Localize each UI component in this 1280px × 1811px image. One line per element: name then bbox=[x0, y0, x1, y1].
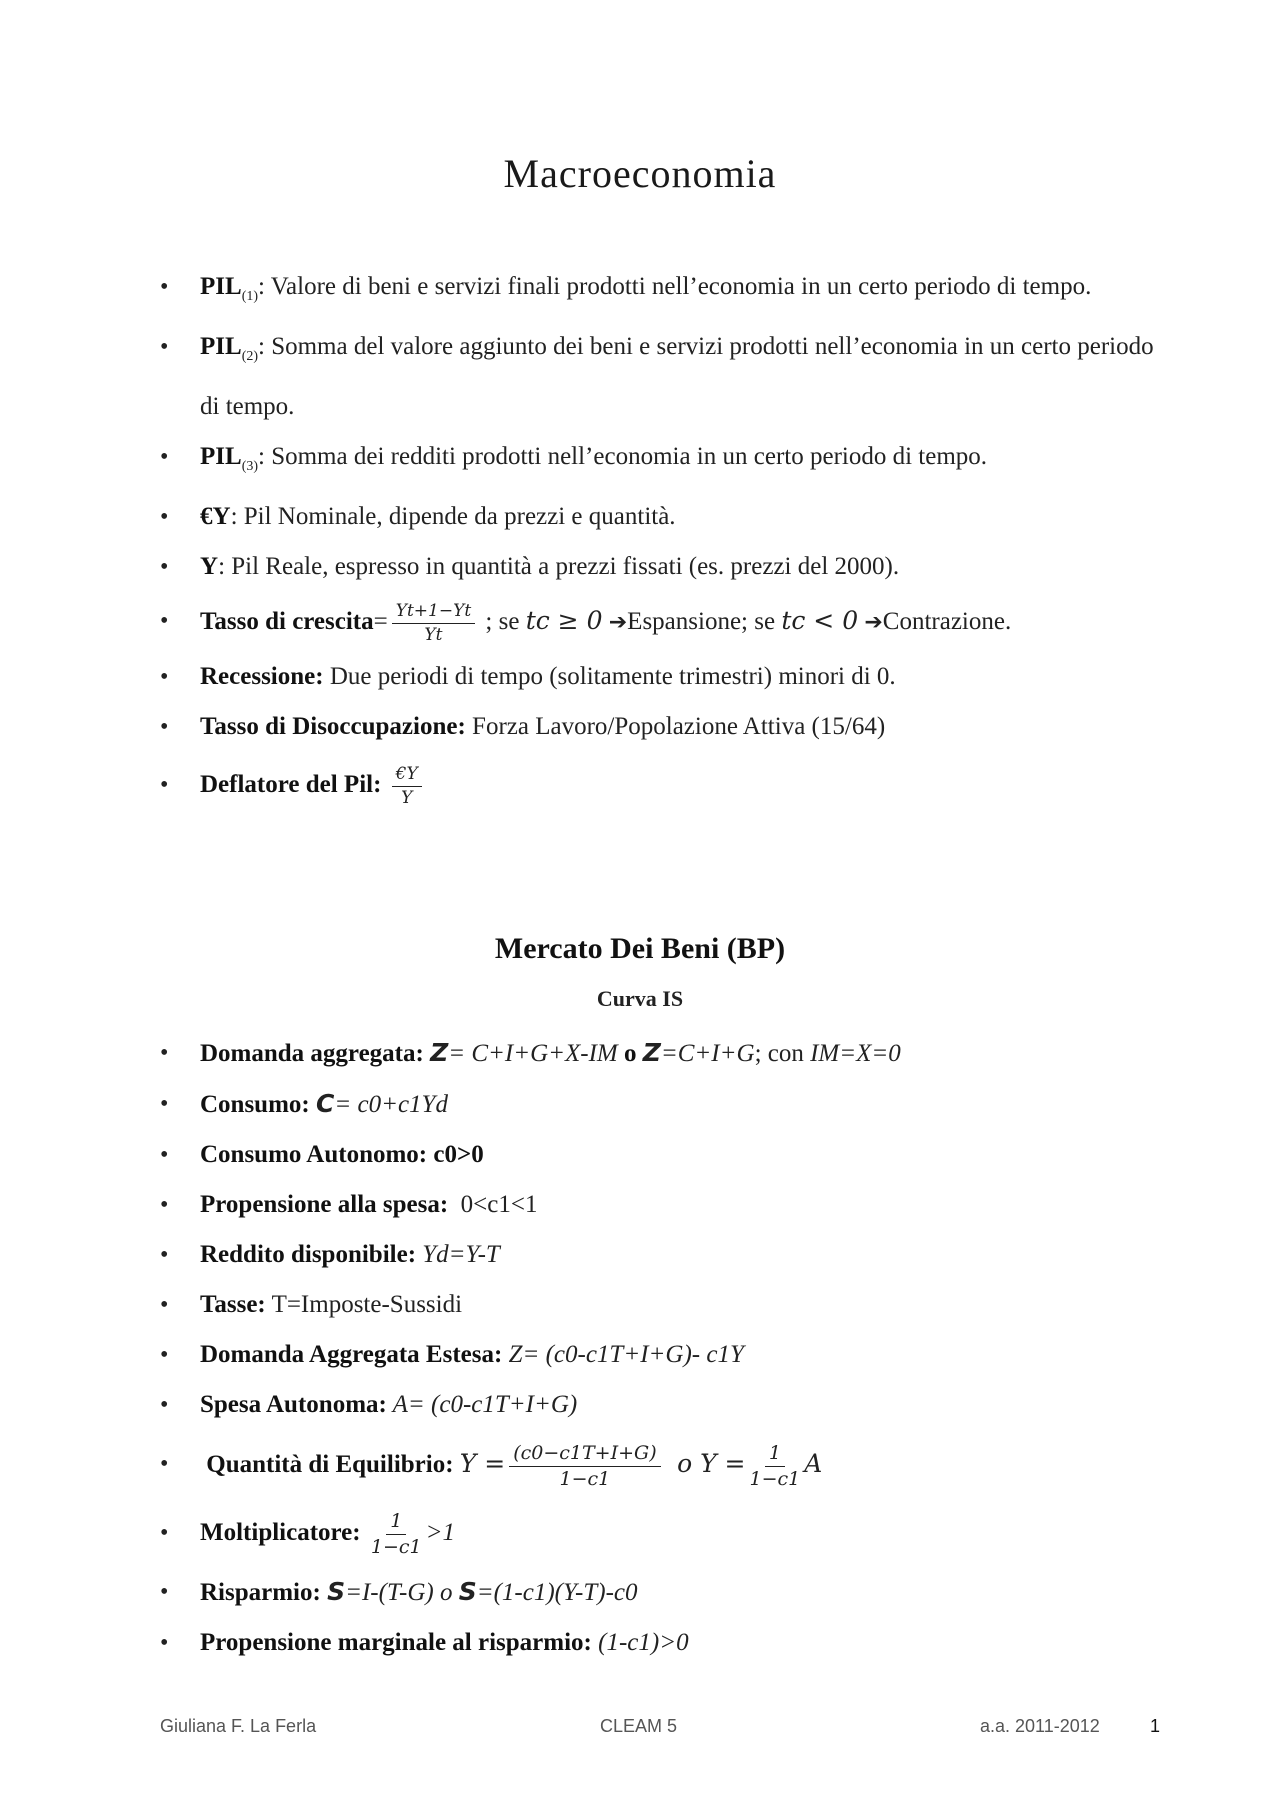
fraction-denominator: Y bbox=[401, 787, 413, 808]
math-symbol: C bbox=[316, 1089, 335, 1118]
math-expression: 0<c1<1 bbox=[460, 1191, 538, 1218]
math-expression: o Y = bbox=[677, 1449, 746, 1478]
growth-fraction bbox=[392, 600, 475, 645]
section-title: Mercato Dei Beni (BP) bbox=[494, 932, 786, 965]
term-definition: Forza Lavoro/Popolazione Attiva (15/64) bbox=[465, 713, 886, 740]
term-label: PIL bbox=[200, 443, 242, 470]
list-item bbox=[160, 592, 1160, 652]
fraction-denominator: 1−c1 bbox=[559, 1467, 611, 1490]
fraction-numerator: 1 bbox=[765, 1444, 785, 1467]
term-label: Domanda aggregata: bbox=[200, 1040, 424, 1067]
term-label: Quantità di Equilibrio: bbox=[206, 1451, 454, 1478]
list-item bbox=[160, 752, 1160, 818]
equilibrium-fraction-2 bbox=[749, 1441, 801, 1490]
fraction-numerator: Yt+1−Yt bbox=[392, 603, 475, 624]
math-symbol: S bbox=[458, 1577, 477, 1606]
math-symbol: Z bbox=[642, 1038, 661, 1067]
list-item bbox=[160, 1618, 1160, 1668]
list-item bbox=[160, 1280, 1160, 1330]
term-definition: : Pil Nominale, dipende da prezzi e quantità. bbox=[230, 503, 676, 530]
list-item bbox=[160, 1028, 1160, 1079]
term-label: €Y bbox=[200, 503, 231, 530]
term-definition: : Somma del valore aggiunto dei beni e servizi prodotti nell’economia in un certo periodo di tempo. bbox=[200, 333, 1154, 420]
term-label: Propensione alla spesa: bbox=[200, 1191, 449, 1218]
equilibrium-fraction bbox=[509, 1441, 660, 1490]
math-expression: Y = bbox=[459, 1449, 506, 1478]
term-label: Consumo: bbox=[200, 1091, 310, 1118]
list-item bbox=[160, 1079, 1160, 1130]
math-expression: >1 bbox=[425, 1519, 455, 1546]
term-label: PIL bbox=[200, 333, 242, 360]
footer-course: CLEAM 5 bbox=[600, 1716, 678, 1732]
math-expression: Z= (c0-c1T+I+G)- c1Y bbox=[502, 1341, 744, 1368]
list-item bbox=[160, 1567, 1160, 1618]
term-label: Tasso di Disoccupazione: bbox=[200, 713, 466, 740]
math-expression: Yd=Y-T bbox=[422, 1241, 500, 1268]
term-label: Consumo Autonomo: bbox=[200, 1141, 428, 1168]
math-condition: tc ≥ 0 bbox=[525, 606, 603, 635]
list-item bbox=[160, 1330, 1160, 1380]
term-subscript: (1) bbox=[241, 289, 259, 304]
term-definition: : Somma dei redditi prodotti nell’economia in un certo periodo di tempo. bbox=[258, 443, 988, 470]
term-definition: : Valore di beni e servizi finali prodotti nell’economia in un certo periodo di tempo. bbox=[258, 273, 1092, 300]
term-label: Domanda Aggregata Estesa: bbox=[200, 1341, 503, 1368]
term-definition: : Pil Reale, espresso in quantità a prezzi fissati (es. prezzi del 2000). bbox=[218, 553, 900, 580]
term-label: Deflatore del Pil: bbox=[200, 771, 382, 798]
term-definition: T=Imposte-Sussidi bbox=[265, 1291, 463, 1318]
term-label: Spesa Autonoma: bbox=[200, 1391, 387, 1418]
page-footer bbox=[160, 1712, 1160, 1732]
list-item bbox=[160, 1130, 1160, 1180]
list-item bbox=[160, 432, 1160, 492]
math-expression: =C+I+G bbox=[660, 1040, 755, 1067]
section-subtitle: Curva IS bbox=[596, 986, 684, 1011]
list-item bbox=[160, 702, 1160, 752]
page-title: Macroeconomia bbox=[503, 151, 777, 196]
math-expression: A bbox=[804, 1449, 823, 1478]
term-subscript: (3) bbox=[241, 459, 259, 474]
term-label: Moltiplicatore: bbox=[200, 1519, 361, 1546]
list-item bbox=[160, 492, 1160, 542]
math-expression: (1-c1)>0 bbox=[591, 1629, 689, 1656]
footer-year: a.a. 2011-2012 bbox=[980, 1716, 1100, 1732]
list-item bbox=[160, 1499, 1160, 1567]
intro-definitions-list bbox=[160, 262, 1160, 818]
footer-author: Giuliana F. La Ferla bbox=[160, 1716, 317, 1732]
list-item bbox=[160, 1380, 1160, 1430]
list-item bbox=[160, 1180, 1160, 1230]
arrow-right-icon: ➔ bbox=[864, 610, 883, 635]
goods-market-list bbox=[160, 1028, 1160, 1668]
footer-page-number: 1 bbox=[1150, 1716, 1160, 1732]
fraction-numerator: 1 bbox=[386, 1512, 406, 1535]
fraction-denominator: 1−c1 bbox=[370, 1535, 422, 1558]
term-label: Reddito disponibile: bbox=[200, 1241, 417, 1268]
math-expression: A= (c0-c1T+I+G) bbox=[386, 1391, 578, 1418]
term-label: Tasse: bbox=[200, 1291, 266, 1318]
text-segment: ; con bbox=[754, 1040, 811, 1067]
term-label: Y bbox=[200, 553, 219, 580]
text-segment: ; se bbox=[479, 608, 526, 635]
equals-sign: = bbox=[373, 608, 388, 635]
multiplier-fraction bbox=[370, 1509, 422, 1558]
term-label: PIL bbox=[200, 273, 242, 300]
math-condition: tc < 0 bbox=[781, 606, 859, 635]
list-item bbox=[160, 1230, 1160, 1280]
term-label: Tasso di crescita bbox=[200, 608, 374, 635]
fraction-denominator: Yt bbox=[424, 624, 443, 645]
text-segment: o bbox=[617, 1040, 643, 1067]
fraction-numerator: €Y bbox=[392, 766, 422, 787]
math-expression: =I-(T-G) o bbox=[345, 1579, 459, 1606]
text-segment: Contrazione. bbox=[882, 608, 1012, 635]
term-label: Risparmio: bbox=[200, 1579, 321, 1606]
math-expression: c0>0 bbox=[427, 1141, 484, 1168]
list-item bbox=[160, 262, 1160, 322]
fraction-denominator: 1−c1 bbox=[749, 1467, 801, 1490]
list-item bbox=[160, 1430, 1160, 1499]
term-subscript: (2) bbox=[241, 349, 259, 364]
math-expression: IM=X=0 bbox=[810, 1040, 901, 1067]
list-item bbox=[160, 652, 1160, 702]
math-symbol: S bbox=[327, 1577, 346, 1606]
math-symbol: Z bbox=[430, 1038, 449, 1067]
term-label: Recessione: bbox=[200, 663, 324, 690]
fraction-numerator: (c0−c1T+I+G) bbox=[509, 1444, 660, 1467]
arrow-right-icon: ➔ bbox=[608, 610, 628, 635]
math-expression: =(1-c1)(Y-T)-c0 bbox=[476, 1579, 638, 1606]
text-segment: Espansione; se bbox=[627, 608, 782, 635]
math-expression: = C+I+G+X-IM bbox=[448, 1040, 618, 1067]
deflator-fraction bbox=[392, 763, 422, 808]
math-expression: = c0+c1Yd bbox=[334, 1091, 448, 1118]
term-definition: Due periodi di tempo (solitamente trimestri) minori di 0. bbox=[323, 663, 896, 690]
term-label: Propensione marginale al risparmio: bbox=[200, 1629, 592, 1656]
list-item bbox=[160, 322, 1160, 432]
list-item bbox=[160, 542, 1160, 592]
